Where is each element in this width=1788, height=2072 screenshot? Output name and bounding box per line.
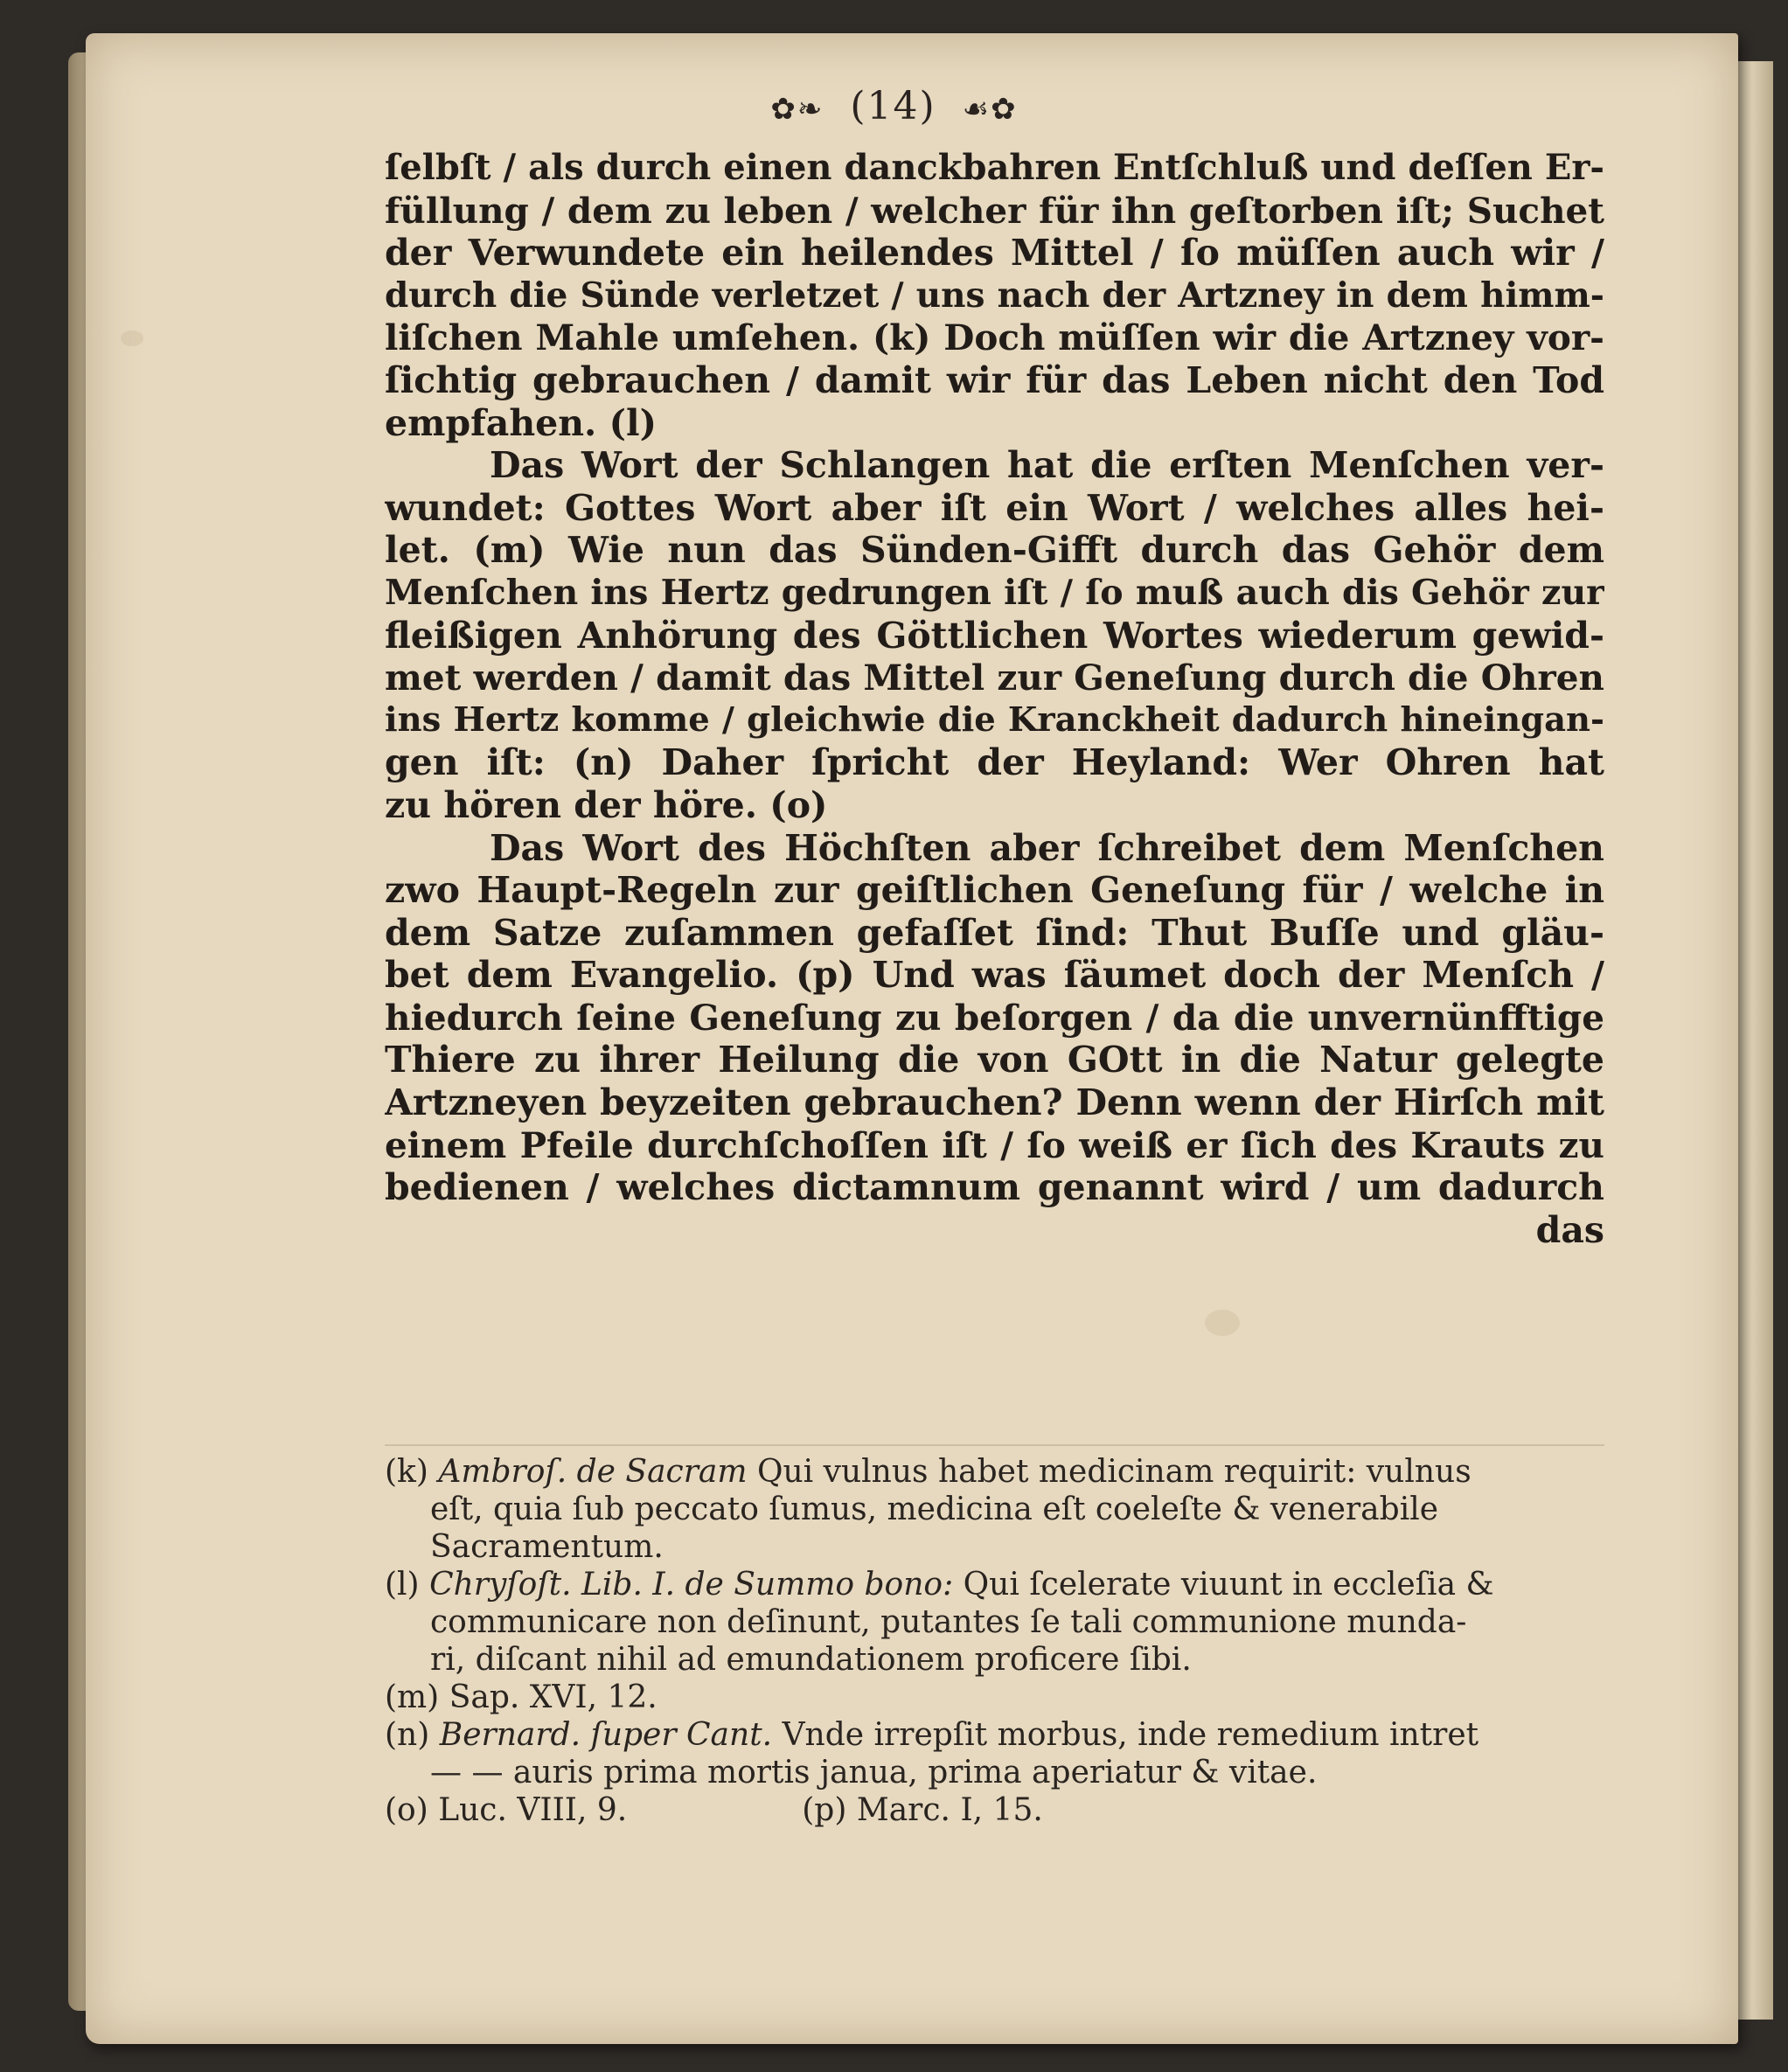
text-line: der Verwundete ein heilendes Mittel / ſo müſſen auch wir / xyxy=(385,232,1604,275)
text-line: liſchen Mahle umſehen. (k) Doch müſſen wir die Artzney vor- xyxy=(385,316,1604,359)
page-number: (14) xyxy=(850,84,936,129)
footnote-continuation: — — auris prima mortis janua, prima aperiatur & vitae. xyxy=(430,1755,1318,1790)
footnote-l xyxy=(385,1566,1604,1603)
footnote-text: Marc. I, 15. xyxy=(856,1792,1043,1828)
text-line: empfahen. (l) xyxy=(385,401,657,444)
footnote-mark: (n) xyxy=(385,1717,430,1753)
footnote-o xyxy=(385,1791,627,1829)
footnote-n xyxy=(385,1716,1604,1754)
footnote-citation: Chryſoſt. Lib. I. de Summo bono: xyxy=(429,1567,954,1603)
text-line: zu hören der höre. (o) xyxy=(385,783,828,826)
footnotes xyxy=(385,1453,1604,1829)
text-line: ins Hertz komme / gleichwie die Kranckheit dadurch hineingan- xyxy=(385,699,1604,740)
footnote-mark: (p) xyxy=(802,1792,847,1828)
paper-stain xyxy=(121,330,143,346)
text-line: let. (m) Wie nun das Sünden-Gifft durch das Gehör dem xyxy=(385,529,1604,572)
footnote-continuation: eſt, quia ſub peccato ſumus, medicina eſt coeleſte & venerabile xyxy=(430,1491,1439,1527)
text-line: Artzneyen beyzeiten gebrauchen? Denn wenn der Hirſch mit xyxy=(385,1081,1604,1124)
text-line: Menſchen ins Hertz gedrungen iſt / ſo muß auch dis Gehör zur xyxy=(385,572,1604,613)
text-line: ſelbſt / als durch einen danckbahren Entſchluß und deſſen Er- xyxy=(385,147,1604,188)
footnote-m xyxy=(385,1679,1604,1716)
right-ornament-icon: ☙✿ xyxy=(962,92,1018,127)
footnote-mark: (m) xyxy=(385,1679,440,1715)
footnote-text: Qui vulnus habet medicinam requirit: vulnus xyxy=(756,1454,1471,1490)
text-line: Thiere zu ihrer Heilung die von GOtt in die Natur gelegte xyxy=(385,1039,1604,1081)
text-line: bet dem Evangelio. (p) Und was ſäumet doch der Menſch / xyxy=(385,954,1604,997)
text-line: wundet: Gottes Wort aber iſt ein Wort / welches alles hei- xyxy=(385,486,1604,529)
text-line: met werden / damit das Mittel zur Geneſung durch die Ohren xyxy=(385,657,1604,699)
left-ornament-icon: ✿❧ xyxy=(770,92,824,127)
footnote-text: Qui ſcelerate viuunt in eccleſia & xyxy=(963,1567,1494,1603)
text-line: einem Pfeile durchſchoſſen iſt / ſo weiß er ſich des Krauts zu xyxy=(385,1123,1604,1166)
catchword: das xyxy=(1535,1208,1604,1251)
footnote-citation: Bernard. ſuper Cant. xyxy=(439,1717,773,1753)
text-line: hiedurch ſeine Geneſung zu beſorgen / da die unvernünfftige xyxy=(385,996,1604,1039)
footnote-continuation: Sacramentum. xyxy=(430,1529,664,1565)
footnote-continuation: communicare non deſinunt, putantes ſe tali communione munda- xyxy=(430,1604,1467,1640)
text-line: zwo Haupt-Regeln zur geiſtlichen Geneſung für / welche in xyxy=(385,869,1604,912)
footnote-text: Sap. XVI, 12. xyxy=(449,1679,657,1715)
text-line: gen iſt: (n) Daher ſpricht der Heyland: Wer Ohren hat xyxy=(385,741,1604,784)
footnote-divider xyxy=(385,1444,1604,1446)
text-line: füllung / dem zu leben / welcher für ihn geſtorben iſt; Suchet xyxy=(385,189,1604,232)
text-line: Das Wort des Höchſten aber ſchreibet dem Menſchen xyxy=(490,826,1604,869)
footnote-mark: (o) xyxy=(385,1792,428,1828)
main-text xyxy=(385,147,1604,1251)
text-line: fleißigen Anhörung des Göttlichen Wortes wiederum gewid- xyxy=(385,614,1604,657)
footnote-citation: Ambroſ. de Sacram xyxy=(438,1454,748,1490)
footnote-text: Vnde irrepſit morbus, inde remedium intret xyxy=(782,1717,1479,1753)
page-edge xyxy=(1738,61,1773,2020)
page-header xyxy=(0,84,1788,129)
footnote-o-p xyxy=(385,1791,1604,1829)
text-line: ſichtig gebrauchen / damit wir für das Leben nicht den Tod xyxy=(385,358,1604,401)
text-line: bedienen / welches dictamnum genannt wird / um dadurch xyxy=(385,1166,1604,1209)
text-line: dem Satze zuſammen gefaſſet ſind: Thut Buſſe und gläu- xyxy=(385,911,1604,954)
footnote-p xyxy=(802,1791,1043,1829)
footnote-mark: (l) xyxy=(385,1567,420,1603)
footnote-k xyxy=(385,1453,1604,1491)
footnote-continuation: ri, diſcant nihil ad emundationem proficere ſibi. xyxy=(430,1642,1192,1678)
paper-stain xyxy=(1205,1310,1240,1336)
text-line: Das Wort der Schlangen hat die erſten Menſchen ver- xyxy=(490,444,1604,487)
footnote-mark: (k) xyxy=(385,1454,428,1490)
text-line: durch die Sünde verletzet / uns nach der Artzney in dem himm- xyxy=(385,275,1604,316)
footnote-text: Luc. VIII, 9. xyxy=(438,1792,628,1828)
